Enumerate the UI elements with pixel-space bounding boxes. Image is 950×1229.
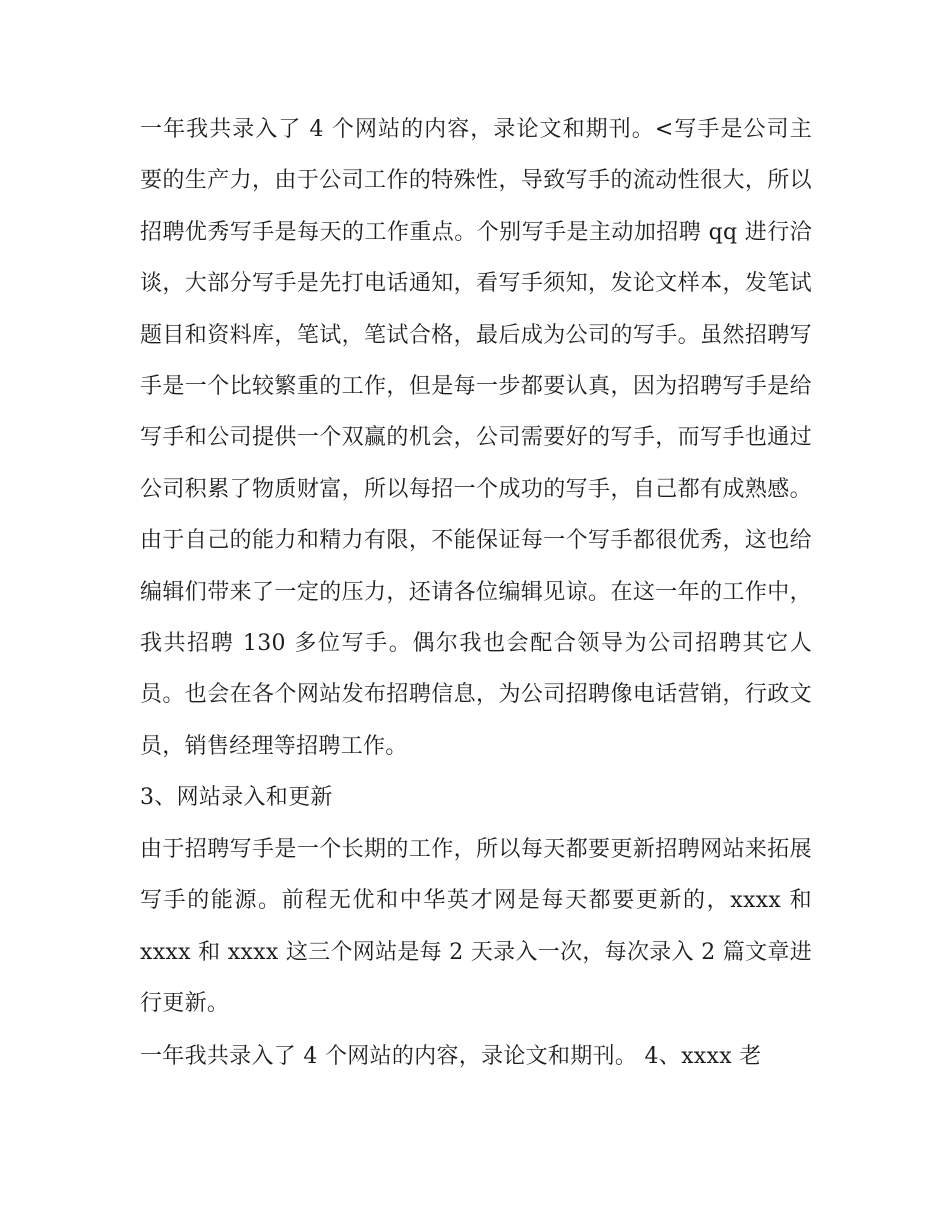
document-page [140,104,812,1083]
body-paragraph-summary: 一年我共录入了 4 个网站的内容，录论文和期刊。 4、xxxx 老 [140,1044,762,1070]
section-heading-website-update: 3、网站录入和更新 [140,785,333,811]
body-paragraph-recruitment: 一年我共录入了 4 个网站的内容，录论文和期刊。<写手是公司主要的生产力，由于公司工作的特殊性，导致写手的流动性很大，所以招聘优秀写手是每天的工作重点。个别写手是主动加招聘 qq 进行洽谈，大部分写手是先打电话通知，看写手须知，发论文样本，发笔试题目和资料库，笔试，笔试合格，最后成为公司的写手。虽然招聘写手是一个比较繁重的工作，但是每一步都要认真，因为招聘写手是给写手和公司提供一个双赢的机会，公司需要好的写手，而写手也通过公司积累了物质财富，所以每招一个成功的写手，自己都有成熟感。由于自己的能力和精力有限，不能保证每一个写手都很优秀，这也给编辑们带来了一定的压力，还请各位编辑见谅。在这一年的工作中，我共招聘 130 多位写手。偶尔我也会配合领导为公司招聘其它人员。也会在各个网站发布招聘信息，为公司招聘像电话营销，行政文员，销售经理等招聘工作。 [140,117,812,759]
body-paragraph-website-update: 由于招聘写手是一个长期的工作，所以每天都要更新招聘网站来拓展写手的能源。前程无优和中华英才网是每天都要更新的，xxxx 和 xxxx 和 xxxx 这三个网站是每 2 天录入一次，每次录入 2 篇文章进行更新。 [140,836,812,1016]
